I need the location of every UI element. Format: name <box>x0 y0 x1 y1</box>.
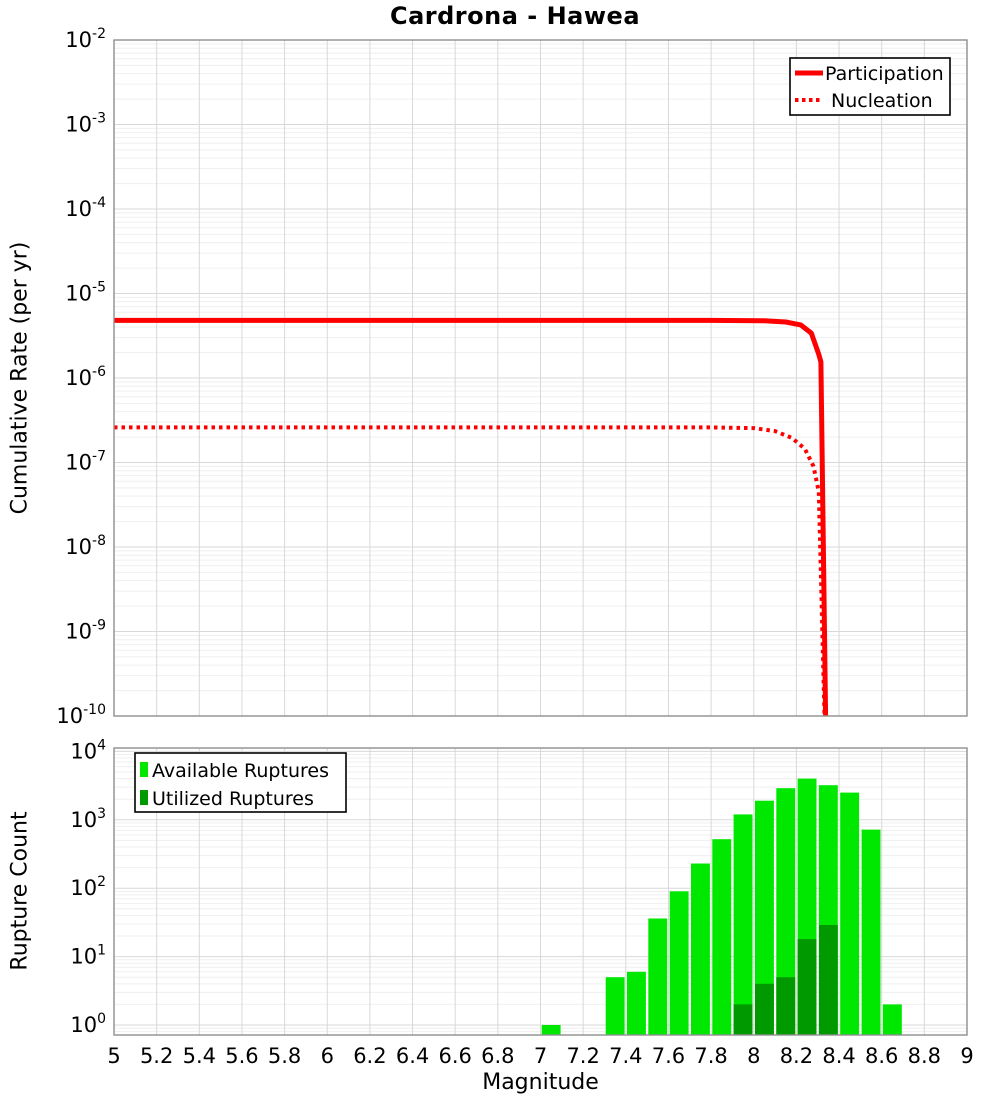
utilized-bar <box>755 984 774 1035</box>
y-tick-label: $10^4$ <box>70 737 106 764</box>
x-tick-label: 6.2 <box>353 1044 387 1068</box>
available-bar <box>712 839 731 1035</box>
available-bar <box>840 793 859 1035</box>
x-axis-label: Magnitude <box>482 1070 599 1095</box>
utilized-legend-label: Utilized Ruptures <box>152 788 314 810</box>
nucleation-legend-label: Nucleation <box>831 90 933 112</box>
x-tick-label: 8.6 <box>864 1044 899 1068</box>
y-tick-label: $10^{-7}$ <box>65 448 106 475</box>
bottom-y-axis-label: Rupture Count <box>7 811 33 971</box>
y-tick-label: $10^{-2}$ <box>65 26 106 52</box>
y-tick-label: $10^{-3}$ <box>65 110 106 137</box>
participation-legend-label: Participation <box>825 63 944 85</box>
x-tick-label: 8 <box>747 1044 761 1068</box>
available-bar <box>627 972 646 1035</box>
x-tick-label: 5.4 <box>182 1044 217 1068</box>
y-tick-label: $10^{-5}$ <box>65 279 106 306</box>
x-tick-label: 7.2 <box>566 1044 600 1068</box>
x-tick-label: 6.4 <box>395 1044 430 1068</box>
y-tick-label: $10^{-9}$ <box>65 617 106 644</box>
x-tick-label: 6.6 <box>438 1044 472 1068</box>
available-bar <box>648 919 667 1036</box>
utilized-bar <box>776 977 795 1035</box>
utilized-bar <box>798 939 817 1035</box>
available-legend-swatch <box>140 762 148 777</box>
x-tick-label: 5.8 <box>267 1044 302 1068</box>
x-tick-label: 8.8 <box>907 1044 942 1068</box>
x-tick-label: 6 <box>320 1044 334 1068</box>
utilized-bar <box>734 1004 753 1035</box>
utilized-bar <box>819 925 838 1035</box>
y-tick-label: $10^{-6}$ <box>65 364 106 390</box>
available-legend-label: Available Ruptures <box>152 760 329 782</box>
x-tick-label: 9 <box>960 1044 974 1068</box>
x-tick-label: 5.2 <box>139 1044 174 1068</box>
available-bar <box>606 977 625 1035</box>
top-plot <box>56 26 967 728</box>
x-tick-label: 5 <box>107 1044 121 1068</box>
top-legend <box>790 58 950 115</box>
x-tick-label: 6.8 <box>481 1044 515 1068</box>
y-tick-label: $10^1$ <box>70 942 106 969</box>
y-tick-label: $10^0$ <box>70 1011 106 1037</box>
top-y-axis-label: Cumulative Rate (per yr) <box>7 241 33 515</box>
available-bar <box>734 814 753 1035</box>
y-tick-label: $10^{-10}$ <box>56 702 106 728</box>
utilized-legend-swatch <box>140 790 148 805</box>
x-tick-label: 8.2 <box>779 1044 814 1068</box>
x-tick-label: 7.8 <box>694 1044 728 1068</box>
bottom-plot <box>70 737 973 1068</box>
y-tick-label: $10^2$ <box>70 874 106 901</box>
x-tick-label: 5.6 <box>225 1044 259 1068</box>
x-tick-label: 7.6 <box>651 1044 686 1068</box>
available-bar <box>691 864 710 1036</box>
available-bars <box>542 779 902 1035</box>
x-tick-label: 7.4 <box>609 1044 643 1068</box>
bottom-legend <box>135 753 346 812</box>
x-tick-label: 7 <box>533 1044 548 1068</box>
y-tick-label: $10^{-8}$ <box>65 533 106 559</box>
available-bar <box>883 1004 902 1035</box>
available-bar <box>670 891 689 1035</box>
y-tick-label: $10^3$ <box>70 805 106 832</box>
x-tick-label: 8.4 <box>822 1044 856 1068</box>
y-tick-label: $10^{-4}$ <box>65 195 106 221</box>
available-bar <box>862 830 881 1035</box>
available-bar <box>542 1025 561 1035</box>
chart-title: Cardrona - Hawea <box>389 2 641 30</box>
